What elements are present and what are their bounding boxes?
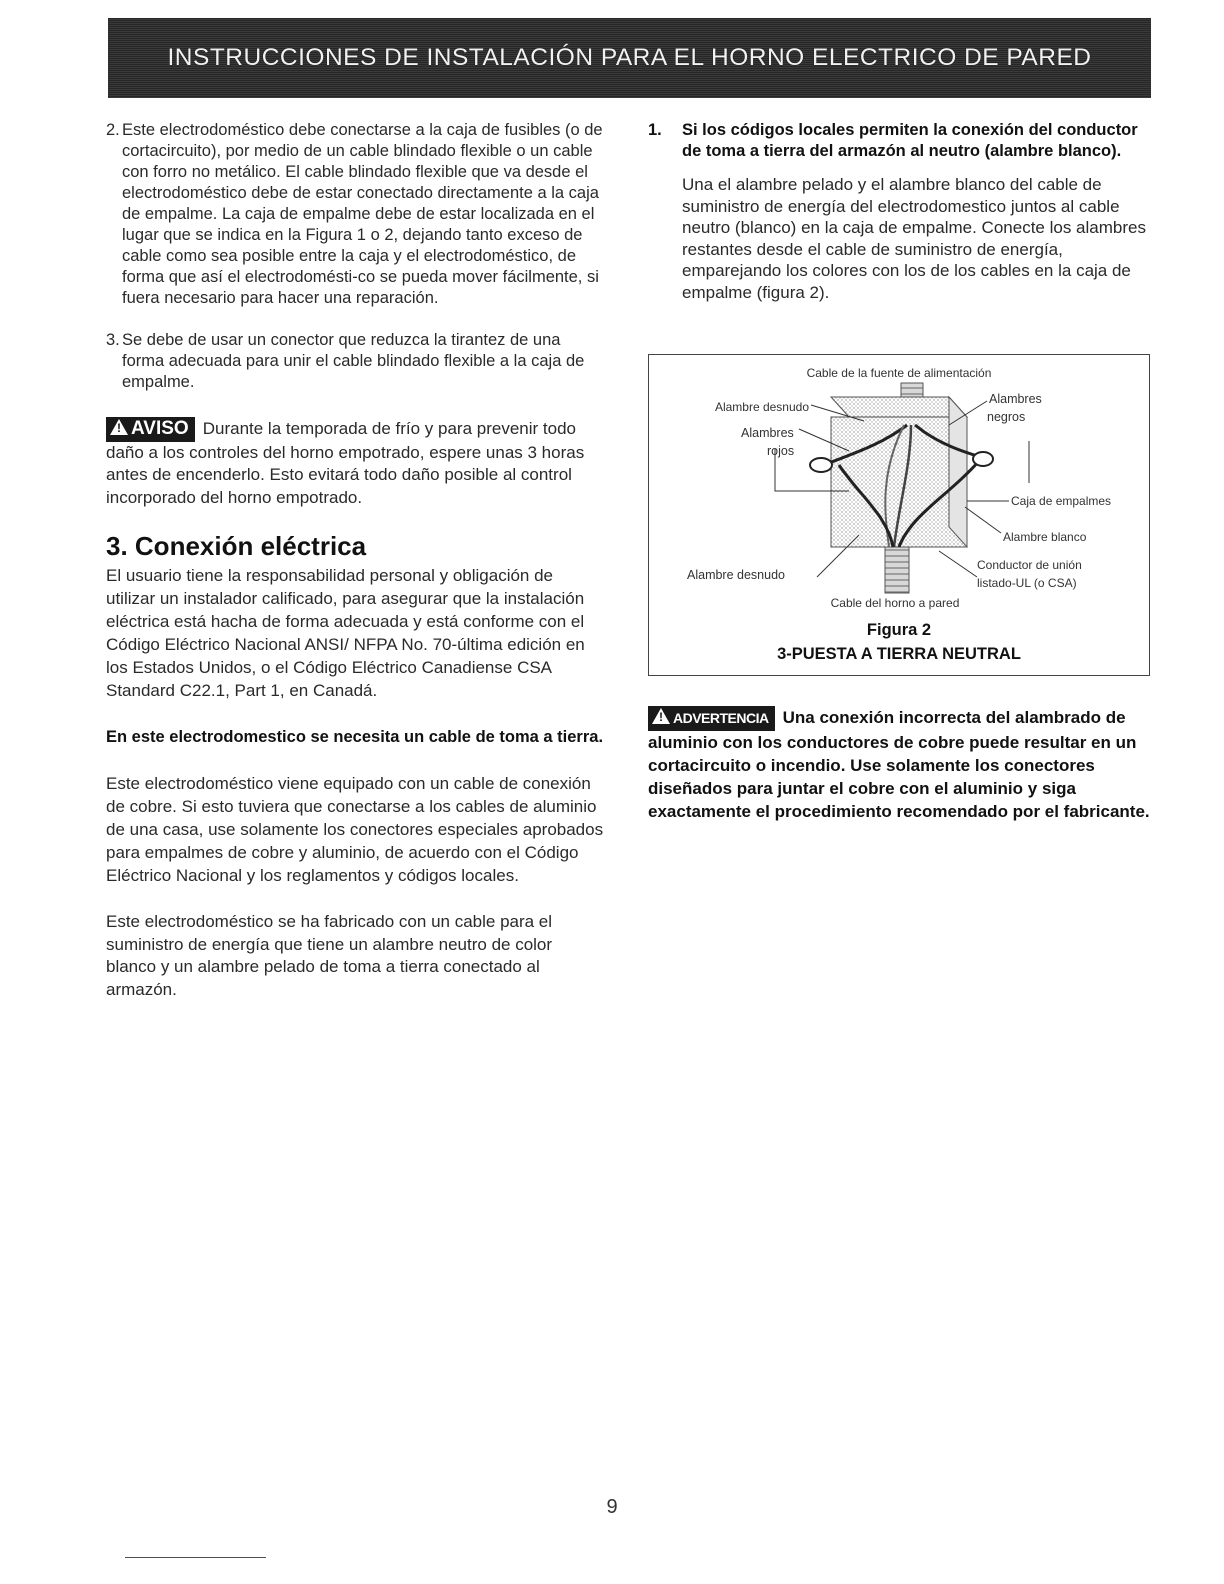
aviso-label: AVISO — [131, 418, 189, 439]
label-oven-cable: Cable del horno a pared — [830, 596, 960, 610]
figure-caption-title: Figura 2 — [866, 621, 932, 639]
list-text: Se debe de usar un conector que reduzca la tirantez de una forma adecuada para unir el cable blindado flexible a la caja de empalme. — [122, 331, 585, 391]
label-black-2: negros — [987, 410, 1026, 424]
list-item-2 — [106, 120, 606, 309]
advertencia-badge — [648, 706, 775, 731]
label-conduit-1: Conductor de unión — [977, 558, 1082, 572]
warning-triangle-icon: ! — [110, 419, 128, 435]
section-paragraph-3: Este electrodoméstico se ha fabricado con un cable para el suministro de energía que tiene un alambre neutro de color blanco y un alambre pelado de toma a tierra conectado al armazón. — [106, 912, 553, 999]
wire-nut-right — [973, 452, 993, 466]
figure-2 — [648, 354, 1150, 676]
step-heading-text: Si los códigos locales permiten la conexión del conductor de toma a tierra del armazón al neutro (alambre blanco). — [682, 121, 1138, 160]
list-item-3 — [106, 330, 606, 393]
banner-title: INSTRUCCIONES DE INSTALACIÓN PARA EL HORNO ELECTRICO DE PARED — [167, 44, 1092, 71]
page-banner — [108, 18, 1151, 98]
right-column — [648, 120, 1151, 303]
section-paragraph-1: El usuario tiene la responsabilidad personal y obligación de utilizar un instalador calificado, para asegurar que la instalación eléctrica está hacha de forma adecuada y está conforme con el Código Eléctrico Nacional ANSI/ NFPA No. 70-última edición en los Estados Unidos, o el Código Eléctrico Canadiense CSA Standard C22.1, Part 1, en Canadá. — [106, 566, 585, 700]
box-top-face — [831, 397, 967, 417]
list-text: Este electrodoméstico debe conectarse a la caja de fusibles (o de cortacircuito), por medio de un cable blindado flexible o un cable con forro no metálico. El cable blindado flexible que va desde el electrodoméstico debe de estar conectado directamente a la caja de empalme. La caja de empalme debe de estar localizada en el lugar que se indica en la Figura 1 o 2, dejando tanto exceso de cable como sea posible entre la caja y el electrodoméstico, de forma que así el electrodomésti-co se pueda mover fácilmente, si fuera necesario para hacer una reparación. — [122, 121, 603, 307]
label-bare-top: Alambre desnudo — [714, 400, 809, 414]
section-title: 3. Conexión eléctrica — [106, 531, 367, 561]
section-paragraph-2: Este electrodoméstico viene equipado con un cable de conexión de cobre. Si esto tuviera que conectarse a los cables de aluminio de una casa, use solamente los conectores especiales aprobados para empalmes de cobre y aluminio, de acuerdo con el Código Eléctrico Nacional y los reglamentos y códigos locales. — [106, 774, 604, 885]
advertencia-paragraph — [648, 706, 1151, 823]
label-red-1: Alambres — [741, 426, 794, 440]
aviso-paragraph — [106, 417, 606, 509]
leader-conduit — [939, 551, 977, 577]
leader-white — [965, 507, 1001, 533]
left-column — [106, 120, 606, 1001]
aviso-badge — [106, 417, 195, 442]
label-white: Alambre blanco — [1003, 530, 1087, 544]
label-red-2: rojos — [767, 444, 795, 458]
label-conduit-2: listado-UL (o CSA) — [977, 576, 1077, 590]
advertencia-text: Una conexión incorrecta del alambrado de aluminio con los conductores de cobre puede resultar en un cortacircuito o incendio. Use solamente los conectores diseñados para juntar el cobre con el aluminio y siga exactamente el procedimiento recomendado por el fabricante. — [648, 708, 1150, 821]
step-number: 1. — [648, 121, 662, 139]
step-text: Una el alambre pelado y el alambre blanco del cable de suministro de energía del electrodomestico juntos al cable neutro (blanco) en la caja de empalme. Conecte los alambres restantes desde el cable de suministro de energía, emparejando los colores con los de los cables en la caja de empalme (figura 2). — [682, 175, 1146, 302]
advertencia-block — [648, 706, 1151, 823]
wire-nut-left — [810, 458, 832, 472]
label-box: Caja de empalmes — [1011, 494, 1112, 508]
figure-caption-subtitle: 3-PUESTA A TIERRA NEUTRAL — [777, 645, 1021, 663]
page-number: 9 — [606, 1496, 618, 1518]
list-number: 2. — [106, 121, 120, 139]
list-number: 3. — [106, 331, 120, 349]
footer-rule — [125, 1557, 266, 1558]
step-heading — [648, 120, 1151, 162]
label-bare-bottom: Alambre desnudo — [687, 568, 785, 582]
ground-heading: En este electrodomestico se necesita un cable de toma a tierra. — [106, 728, 604, 746]
label-supply: Cable de la fuente de alimentación — [806, 366, 992, 380]
conduit — [885, 547, 909, 593]
warning-triangle-icon: ! — [652, 708, 670, 724]
label-black-1: Alambres — [989, 392, 1042, 406]
advertencia-label: ADVERTENCIA — [673, 710, 769, 726]
aviso-text: Durante la temporada de frío y para prevenir todo daño a los controles del horno empotrado, espere unas 3 horas antes de encenderlo. Esto evitará todo daño posible al control incorporado del horno empotrado. — [106, 419, 585, 507]
